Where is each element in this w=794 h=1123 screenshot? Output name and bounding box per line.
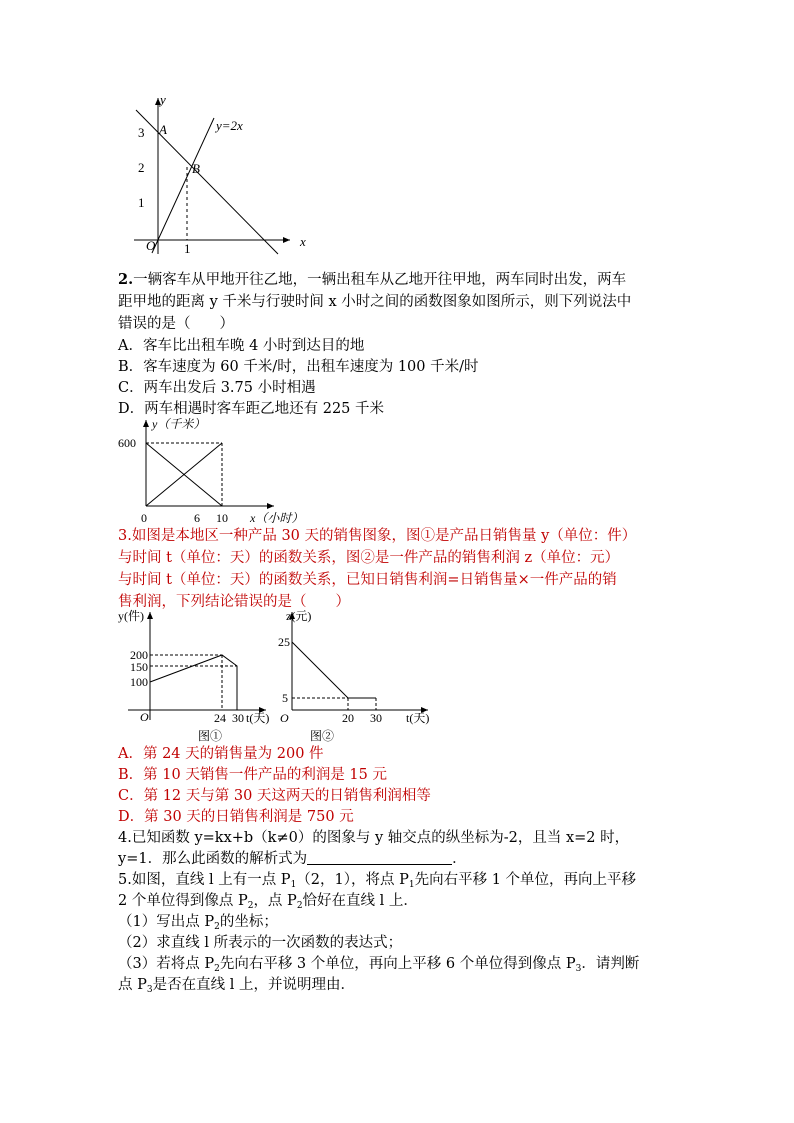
line-label: y=2x — [216, 118, 243, 133]
line-y-2x — [152, 118, 214, 253]
tick-y-25: 25 — [278, 635, 290, 649]
point-a-label: A — [159, 122, 167, 137]
sales-line — [150, 655, 237, 710]
x-axis-label: t(天) — [246, 711, 270, 725]
q5-subquestion-3: （3）若将点 $P_2$先向右平移 3 个单位，再向上平移 6 个单位得到像点 $P_3$．请判断 — [118, 956, 640, 974]
tick-y-150: 150 — [130, 660, 148, 674]
origin-label: O — [146, 238, 156, 253]
q2-stem-line-1: 2.一辆客车从甲地开往乙地，一辆出租车从乙地开往甲地，两车同时出发，两车 — [118, 271, 627, 288]
y-axis-label: y — [160, 92, 166, 107]
q3-option-b: B．第 10 天销售一件产品的利润是 15 元 — [118, 767, 387, 783]
q5-line-2: 2 个单位得到像点 $P_2$，点 $P_2$恰好在直线 l 上． — [118, 893, 418, 911]
y-axis-label: y(件) — [118, 609, 144, 623]
q3-option-a: A．第 24 天的销售量为 200 件 — [118, 746, 324, 762]
q5-subquestion-2: （2）求直线 l 所表示的一次函数的表达式； — [118, 935, 403, 951]
answer-blank — [307, 850, 452, 865]
caption: 图① — [198, 729, 223, 743]
tick-x-1: 1 — [184, 241, 191, 256]
q2-number: 2. — [118, 271, 134, 288]
q3-option-d: D．第 30 天的日销售利润是 750 元 — [118, 809, 354, 825]
q2-option-c: C．两车出发后 3.75 小时相遇 — [118, 380, 316, 396]
y-axis-label: y（千米） — [152, 417, 206, 431]
tick-x-30: 30 — [370, 711, 382, 725]
x-axis-label: x（小时） — [250, 511, 304, 525]
line-ab — [136, 110, 278, 254]
q2-option-b: B．客车速度为 60 千米/时，出租车速度为 100 千米/时 — [118, 359, 479, 375]
origin-label: O — [140, 710, 149, 724]
q4-line-2: y=1．那么此函数的解析式为 ． — [118, 851, 467, 867]
x-axis-label: t(天) — [406, 711, 430, 725]
q4-line-1: 4.已知函数 y=kx+b（k≠0）的图象与 y 轴交点的纵坐标为-2，且当 x=2 时， — [118, 830, 630, 846]
tick-x-6: 6 — [194, 511, 200, 525]
q3-stem-line-2: 与时间 t（单位：天）的函数关系，图②是一件产品的销售利润 z（单位：元） — [118, 550, 620, 566]
tick-y-3: 3 — [138, 125, 145, 140]
q3-chart-2 — [278, 608, 438, 744]
q5-line-1: 5.如图，直线 l 上有一点 $P_1(2$，1），将点 $P_1$先向右平移 1 个单位，再向上平移 — [118, 872, 637, 890]
origin-label: O — [280, 711, 289, 725]
profit-line — [292, 642, 376, 698]
tick-x-24: 24 — [214, 711, 226, 725]
tick-y-5: 5 — [282, 691, 288, 705]
q3-stem-line-3: 与时间 t（单位：天）的函数关系，已知日销售利润=日销售量×一件产品的销 — [118, 572, 617, 588]
tick-y-1: 1 — [138, 195, 145, 210]
tick-y-2: 2 — [138, 160, 145, 175]
tick-x-10: 10 — [216, 511, 228, 525]
q5-subquestion-3-cont: 点 $P_3$是否在直线 l 上，并说明理由． — [118, 977, 355, 995]
figure-1-graph — [128, 88, 318, 260]
q3-stem-line-4: 售利润，下列结论错误的是（ ） — [118, 594, 350, 610]
caption: 图② — [310, 729, 335, 743]
q5-subquestion-1: （1）写出点 $P_2$的坐标； — [118, 914, 278, 932]
q3-chart-1 — [116, 608, 276, 744]
point-b-label: B — [192, 161, 200, 176]
y-axis-label: z(元) — [286, 609, 312, 623]
tick-x-30: 30 — [232, 711, 244, 725]
tick-x-0: 0 — [141, 511, 147, 525]
q3-option-c: C．第 12 天与第 30 天这两天的日销售利润相等 — [118, 788, 431, 804]
q2-chart — [114, 416, 314, 528]
q2-option-d: D．两车相遇时客车距乙地还有 225 千米 — [118, 401, 385, 417]
tick-y-100: 100 — [130, 675, 148, 689]
q3-stem-line-1: 3.如图是本地区一种产品 30 天的销售图象，图①是产品日销售量 y（单位：件） — [118, 528, 637, 544]
tick-x-20: 20 — [342, 711, 354, 725]
q2-stem-line-2: 距甲地的距离 y 千米与行驶时间 x 小时之间的函数图象如图所示，则下列说法中 — [118, 294, 632, 310]
q2-option-a: A．客车比出租车晚 4 小时到达目的地 — [118, 338, 365, 354]
tick-y-200: 200 — [130, 648, 148, 662]
q2-stem-line-3: 错误的是（ ） — [118, 316, 234, 332]
tick-y-600: 600 — [118, 436, 136, 450]
x-axis-label: x — [300, 234, 306, 249]
